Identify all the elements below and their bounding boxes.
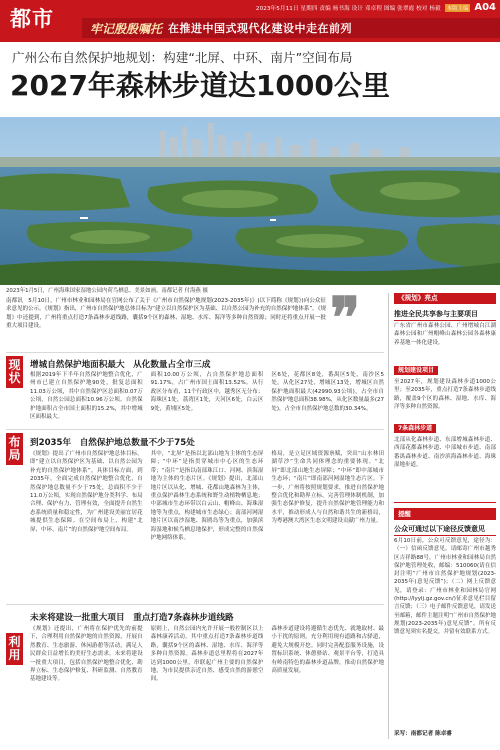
body-column: 森林步道建设将遵循生态优先、就地取材、最小干扰的原则，充分利用现有道路和古驿道，避免大规模开挖。同时完善配套服务设施，设置标识系统、休憩驿站、观景平台等，打造具有岭南特色的森林步道品牌，推动自然保护地高质量发展。 bbox=[271, 626, 385, 675]
page-number: A04 bbox=[474, 2, 496, 13]
section-body-layout bbox=[30, 450, 384, 601]
section-body-status bbox=[30, 371, 384, 421]
body-column: 区6处，花都区8处，番禺区5处，南沙区5处，从化区27处，增城区13处，增城区自然保护地面积最大(42990.93公顷)，占全市自然保护地总面积38.98%，从化区数量最多(27处)，占全市自然保护地总数的30.34%。 bbox=[271, 372, 385, 412]
body-column: 根据2019年下半年自然保护地整合优化，广州市已建立自然保护地90处，批复总面积11.03万公顷，其中自然保护区总面积0.07万公顷，自然公园总面积10.96万公顷。自然保护地面积占全市国土面积的15.2%，其中增城区面积最大。 bbox=[30, 372, 143, 421]
sidebar-tag-trails: 7条森林步道 bbox=[394, 424, 436, 433]
body-column: 面积10.00万公顷，占自然保护地总面积91.17%，占广州市国土面积13.52%。从行政区分布看，11个行政区中，越秀区无分布；海珠区1处，荔湾区1处，天河区6处，白云区9处，黄埔区5处。 bbox=[150, 372, 264, 412]
aerial-photo bbox=[0, 117, 500, 285]
masthead bbox=[0, 0, 500, 42]
section-divider bbox=[6, 352, 384, 353]
photo-caption: 2023年1月5日，广州海珠国家湿地公园内荷鸟栖息、美景如画。南都记者 付海燕 摄 bbox=[6, 288, 208, 294]
section-title-use: 未来将建设一批重大项目 重点打造7条森林步道线路 bbox=[30, 613, 234, 623]
editor-tag: 本版主编 bbox=[446, 5, 469, 12]
body-column: 格局，是立足区域资源禀赋，突出“山水林田湖草沙”生命共同体理念的重要体现。“北屏”即北部山地生态屏障；“中环”即中部城市生态环；“南片”即南部河网湿地生态片区。下一步，广州将按照规划要求，推进自然保护地整合优化和勘界立标，完善管理体制机制，加强生态保护修复，提升自然保护地管理能力和水平，推动形成人与自然和谐共生的新格局，为粤港澳大湾区生态文明建设贡献广州力量。 bbox=[271, 451, 385, 525]
section-title-status: 增城自然保护地面积最大 从化数量占全市三成 bbox=[30, 360, 211, 370]
sidebar-intro: 广东省广州市森林公园、广州增城白江湖森林公园和广州帽峰山森林公园各森林康养基地一体化建设。 bbox=[394, 323, 496, 346]
body-column: 《规划》还提出，广州将在保护优先的前提下，合理利用自然保护地的自然资源，开展自然教育、生态旅游、休闲游憩等活动，满足人民群众日益增长的美好生态需求。未来将建设一批重大项目，包括自然保护地整合优化、勘界立标、生态保护修复、科研监测、自然教育基地建设等。 bbox=[30, 626, 143, 683]
notice-title: 公众可通过以下途径反馈意见 bbox=[394, 524, 496, 536]
issue-bar bbox=[256, 2, 496, 13]
section-body-use bbox=[30, 625, 384, 743]
slogan-banner bbox=[82, 18, 500, 38]
slogan-script: 牢记殷殷嘱托 bbox=[90, 21, 163, 36]
quote-mark-icon: ❞ bbox=[330, 285, 361, 351]
sidebar-trails-text: 北部从化森林步道、东部增城森林步道、西部花都森林步道、中部城市步道、南部番禺森林步道、南沙滨海森林步道、海珠湿地步道。 bbox=[394, 437, 496, 468]
section-label-use: 利用 bbox=[6, 633, 23, 665]
article-headline: 2027年森林步道达1000公里 bbox=[10, 69, 390, 102]
body-column: 《规划》提出了广州市自然保护地总体目标，即“建立以自然保护区为基础、以自然公园为补充的自然保护地体系”。具体目标方面，到2035年，全面完成自然保护地整合优化，自然保护地总数量不少于75处，总面积不少于11.0万公顷，实现自然保护地分类科学、布局合理、保护有力、管理有效，全面提升自然生态系统质量和稳定性，为广州建设美丽宜居花城提供生态保障。在空间布局上，构建“北屏、中环、南片”的自然保护地空间布局。 bbox=[30, 451, 143, 533]
slogan-subtitle: 在推进中国式现代化建设中走在前列 bbox=[168, 22, 353, 35]
article-kicker: 广州公布自然保护地规划：构建“北屏、中环、南片”空间布局 bbox=[12, 50, 353, 65]
notice-header: 提醒 bbox=[394, 508, 496, 520]
sidebar-header: 《规划》亮点 bbox=[394, 293, 496, 304]
section-divider bbox=[6, 429, 384, 430]
sidebar-title: 推进全民共享参与主要项目 bbox=[394, 309, 496, 321]
sidebar-projects-text: 至2027年，规划建设森林步道1000公里；至2035年，重点打造7条森林步道线路，覆盖9个区的森林、湿地、水库、海洋等多种自然资源。 bbox=[394, 379, 496, 410]
sidebar-divider bbox=[394, 502, 496, 503]
section-divider bbox=[6, 604, 384, 605]
section-title-layout: 到2035年 自然保护地总数量不少于75处 bbox=[30, 438, 195, 448]
issue-info: 2023年5月11日 星期四 责编 杨书海 设计 邓卓程 图编 张翠霞 校对 杨毅 bbox=[255, 5, 441, 12]
article-lead: 南都讯 5月10日，广州市林业和园林局在官网公布了关于《广州市自然保护地规划(2023-2035年)》(以下简称《规划》)向公众征求意见的公示。《规划》指出，广州市自然保护地总体目标为“建立以自然保护区为基础、以自然公园为补充的自然保护地体系”。《规划》中还提到，广州将重点打造7条森林步道线路，囊括9个区的森林、湿地、水库、海洋等多种自然资源；同时还将重点开展一批重大项目建设。 bbox=[6, 298, 326, 330]
section-name: 都市 bbox=[10, 7, 54, 31]
section-label-layout: 布局 bbox=[6, 433, 23, 465]
sidebar-tag-projects: 规划建设项目 bbox=[394, 366, 438, 375]
body-column: 原则上，自然公园内允许开展一般控制区以上森林康养活动。其中重点打造7条森林步道线路，囊括9个区的森林、湿地、水库、海洋等多种自然资源。森林步道总里程将在2027年达到1000公里，串联起广州主要的自然保护地，为市民提供亲近自然、感受自然的游憩空间。 bbox=[150, 626, 264, 683]
column-divider bbox=[388, 293, 389, 739]
byline: 采写：南都记者 陈卓睿 bbox=[394, 731, 452, 737]
body-column: 其中，“北屏”是指以北部山地为主体的生态屏障；“中环”是指贯穿城市中心区的生态环带；“南片”是指以南部珠江口、河网、滨海湿地为主体的生态片区。《规划》提出，北部山地片区以从化、增城、花都山地森林为主体，重点保护森林生态系统和野生动植物栖息地；中部城市生态环带以白云山、帽峰山、海珠湿地等为重点，构建城市生态绿心；南部河网湿地片区以南沙湿地、海鸥岛等为重点，加强滨海湿地和候鸟栖息地保护，形成完整的自然保护地网络体系。 bbox=[150, 451, 264, 542]
notice-text: 6月10日前，公众可反馈意见，途径为：（一）信函反馈意见，请邮寄广州市越秀区吉祥路88号，广州市林业和园林局自然保护地管理处收，邮编：510060(请在信封注明“广州市自然保护地规划(2023-2035年)意见反馈”)；（二）网上反馈意见，请登录：广州市林业和园林局官网(http://lyylj.gz.gov.cn/)征求意见栏目留言反馈；（三）电子邮件反馈意见，请发送至邮箱，邮件主题注明“广州市自然保护地规划(2023-2035年)意见反馈”。所有反馈意见须实名提交，并留有效联系方式。 bbox=[394, 538, 496, 636]
section-label-status: 现状 bbox=[6, 356, 23, 388]
